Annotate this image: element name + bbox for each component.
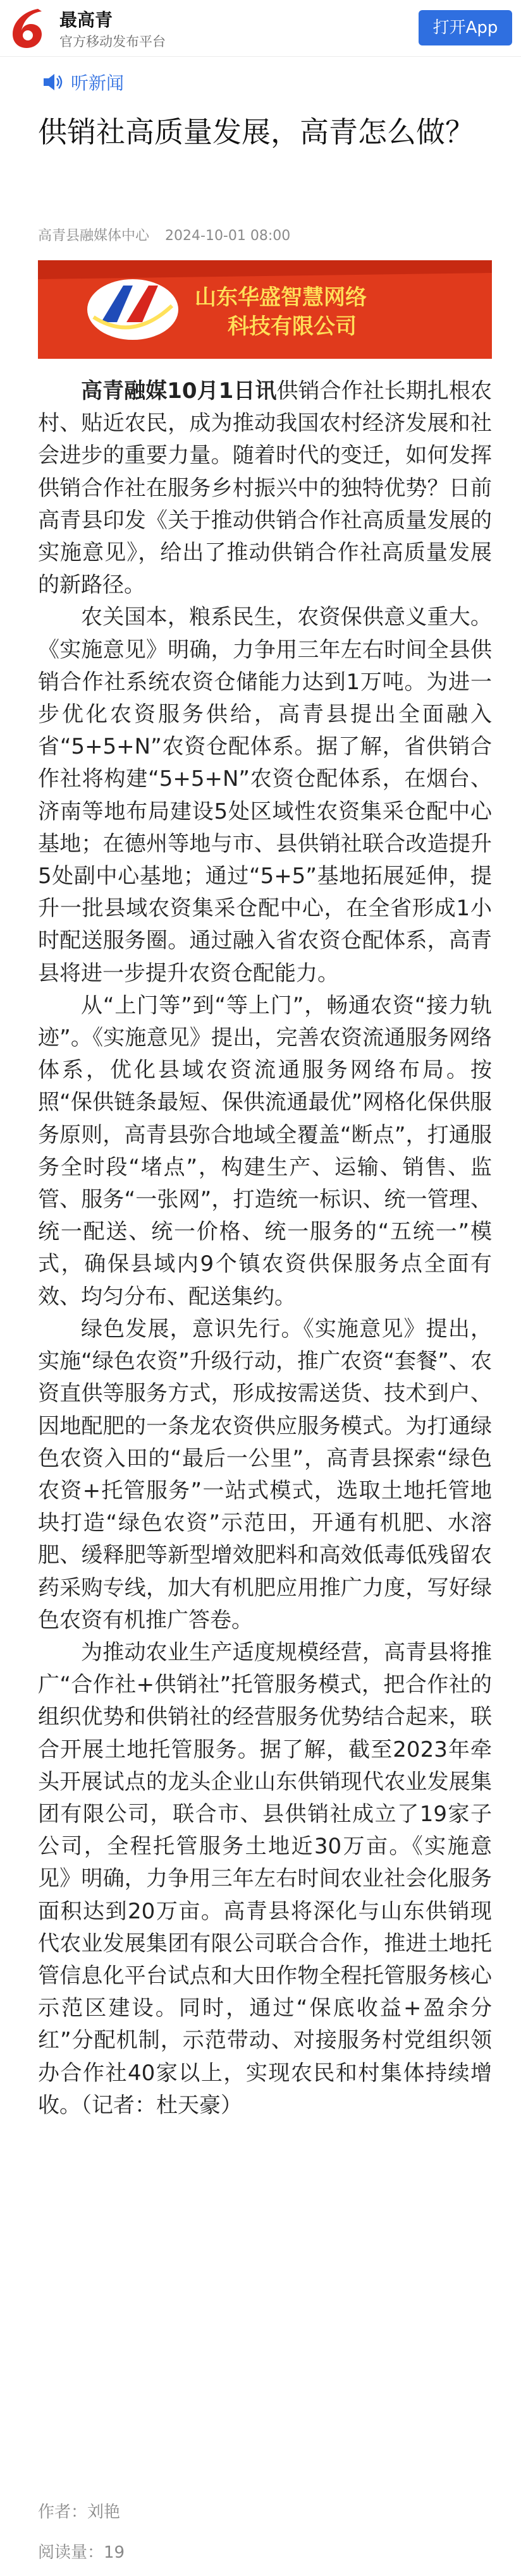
speaker-icon [42,71,64,93]
app-subtitle: 官方移动发布平台 [59,34,166,49]
ad-banner[interactable] [38,260,492,359]
article-datetime: 2024-10-01 08:00 [165,228,291,244]
article-author: 作者：刘艳 [38,2503,121,2522]
app-name: 最高青 [59,9,113,30]
banner-text-line1: 山东华盛智慧网络 [195,285,367,310]
listen-news-button[interactable] [42,69,124,95]
article-paragraph-4: 绿色发展，意识先行。《实施意见》提出，实施“绿色农资”升级行动，推广农资“套餐”、农资直供等服务方式，形成按需送货、技术到户、因地配肥的一条龙农资供应服务模式。为打通绿色农资入田的“最后一公里”，高青县探索“绿色农资+托管服务”一站式模式，选取土地托管地块打造“绿色农资”示范田，开通有机肥、水溶肥、缓释肥等新型增效肥料和高效低毒低残留农药采购专线，加大有机肥应用推广力度，写好绿色农资有机推广答卷。 [38,1316,492,1633]
article-source: 高青县融媒体中心 [38,228,150,244]
article-title: 供销社高质量发展，高青怎么做？ [38,115,474,149]
read-count: 阅读量：19 [38,2543,125,2562]
article-paragraph-5: 为推动农业生产适度规模经营，高青县将推广“合作社+供销社”托管服务模式，把合作社的组织优势和供销社的经营服务优势结合起来，联合开展土地托管服务。据了解，截至2023年牵头开展试点的龙头企业山东供销现代农业发展集团有限公司，联合市、县供销社成立了19家子公司，全程托管服务土地近30万亩。《实施意见》明确，力争用三年左右时间农业社会化服务面积达到20万亩。高青县将深化与山东供销现代农业发展集团有限公司联合合作，推进土地托管信息化平台试点和大田作物全程托管服务核心示范区建设。同时，通过“保底收益+盈余分红”分配机制，示范带动、对接服务村党组织领办合作社40家以上，实现农民和村集体持续增收。（记者：杜天豪） [38,1639,492,2118]
article-paragraph-1-text: 供销合作社长期扎根农村、贴近农民，成为推动我国农村经济发展和社会进步的重要力量。随着时代的变迁，如何发挥供销合作社在服务乡村振兴中的独特优势？日前高青县印发《关于推动供销合作社高质量发展的实施意见》，给出了推动供销合作社高质量发展的新路径。 [38,378,492,598]
banner-text-line2: 科技有限公司 [228,314,357,339]
banner-logo-icon [87,279,178,340]
article-lead: 高青融媒10月1日讯 [81,378,277,404]
listen-news-label: 听新闻 [71,73,125,93]
article-paragraph-3: 从“上门等”到“等上门”，畅通农资“接力轨迹”。《实施意见》提出，完善农资流通服务网络体系，优化县域农资流通服务网络布局。按照“保供链条最短、保供流通最优”网格化保供服务原则，高青县弥合地域全覆盖“断点”，打通服务全时段“堵点”，构建生产、运输、销售、监管、服务“一张网”，打造统一标识、统一管理、统一配送、统一价格、统一服务的“五统一”模式，确保县域内9个镇农资供保服务点全面有效、均匀分布、配送集约。 [38,992,492,1309]
article-paragraph-2: 农关国本，粮系民生，农资保供意义重大。《实施意见》明确，力争用三年左右时间全县供销合作社系统农资仓储能力达到1万吨。为进一步优化农资服务供给，高青县提出全面融入省“5+5+N”农资仓配体系。据了解，省供销合作社将构建“5+5+N”农资仓配体系，在烟台、济南等地布局建设5处区域性农资集采仓配中心基地；在德州等地与市、县供销社联合改造提升5处副中心基地；通过“5+5”基地拓展延伸，提升一批县域农资集采仓配中心，在全省形成1小时配送服务圈。通过融入省农资仓配体系，高青县将进一步提升农资仓配能力。 [38,605,492,986]
open-app-button[interactable]: 打开App [419,10,512,45]
article-body [38,375,492,2122]
app-logo-icon [5,5,52,52]
app-header [0,0,521,57]
article-paragraph-1 [38,375,492,601]
article-meta [38,225,302,244]
